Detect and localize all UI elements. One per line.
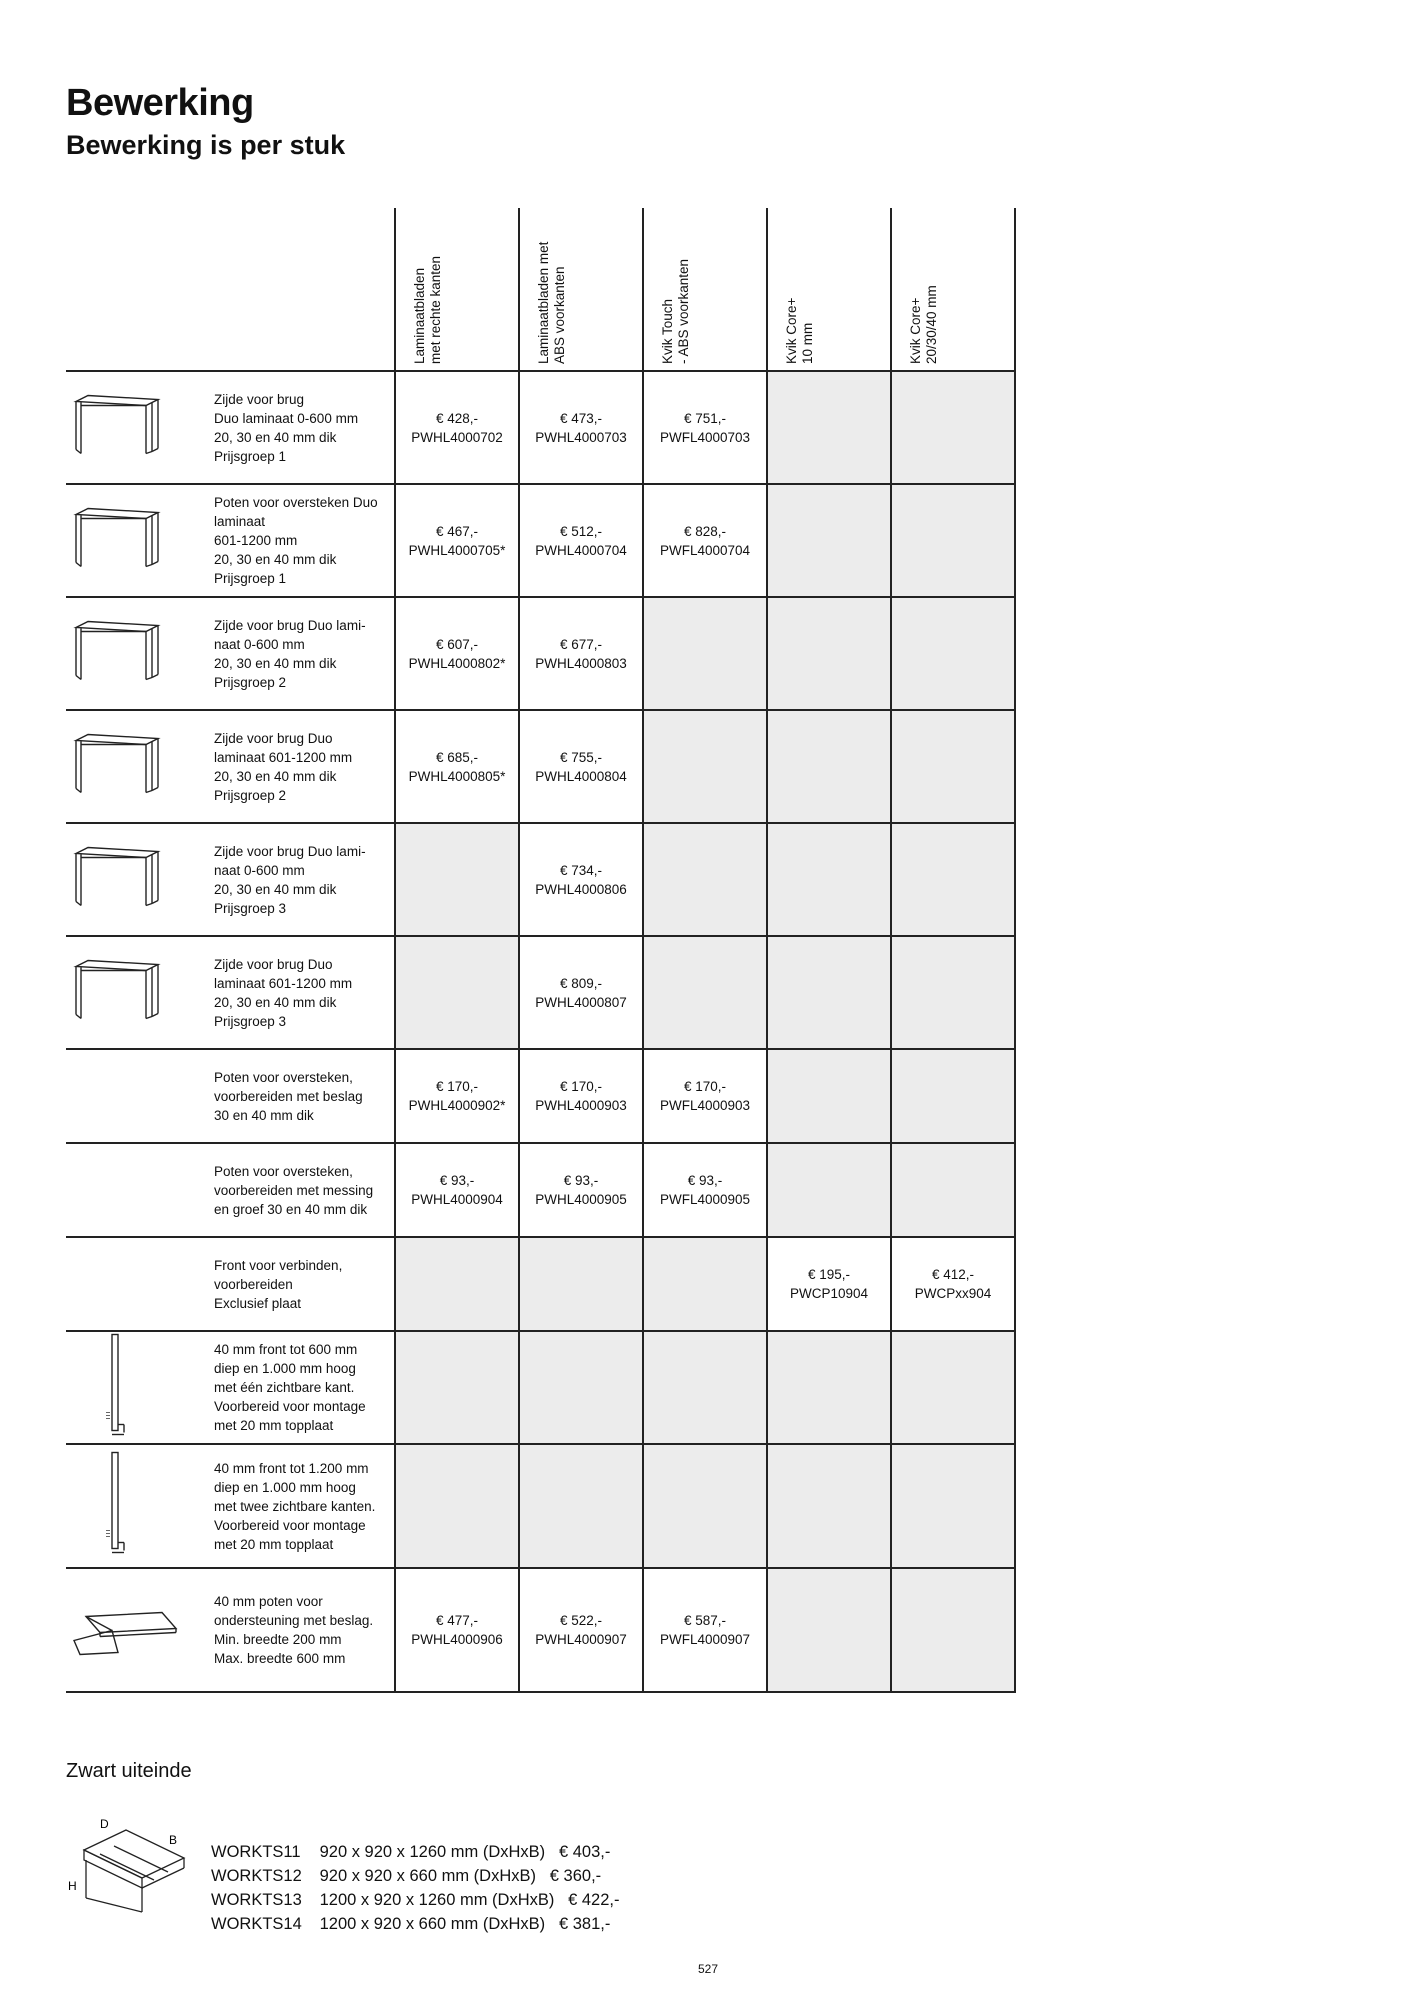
product-description: Zijde voor brug Duo laminaat 601-1200 mm 20, 30 en 40 mm dik Prijsgroep 3 (214, 956, 353, 1029)
price-cell: € 412,- PWCPxx904 (891, 1237, 1015, 1331)
empty-cell (395, 1331, 519, 1444)
empty-cell (767, 1331, 891, 1444)
product-cell (66, 823, 395, 936)
front-panel-icon (72, 1330, 162, 1445)
empty-cell (395, 1444, 519, 1568)
price-cell: € 734,- PWHL4000806 (519, 823, 643, 936)
empty-cell (891, 1568, 1015, 1692)
table-row (66, 1331, 1015, 1444)
product-description: Poten voor oversteken, voorbereiden met messing en groef 30 en 40 mm dik (214, 1163, 374, 1217)
empty-cell (891, 1049, 1015, 1143)
diagram-label-b: B (169, 1833, 178, 1847)
empty-cell (767, 823, 891, 936)
price-cell: € 170,- PWHL4000902* (395, 1049, 519, 1143)
table-row (66, 484, 1015, 597)
price-cell: € 685,- PWHL4000805* (395, 710, 519, 823)
empty-cell (395, 823, 519, 936)
empty-cell (395, 1237, 519, 1331)
product-description: Zijde voor brug Duo laminaat 0-600 mm 20, 30 en 40 mm dik Prijsgroep 1 (214, 391, 359, 464)
empty-cell (767, 597, 891, 710)
zwart-list (211, 1840, 620, 1936)
product-description: Zijde voor brug Duo lami- naat 0-600 mm 20, 30 en 40 mm dik Prijsgroep 3 (214, 843, 366, 916)
empty-cell (767, 484, 891, 597)
price-cell: € 93,- PWHL4000905 (519, 1143, 643, 1237)
desk-side-icon (72, 732, 162, 801)
price-cell: € 477,- PWHL4000906 (395, 1568, 519, 1692)
empty-cell (767, 1049, 891, 1143)
product-description: Front voor verbinden, voorbereiden Exclusief plaat (214, 1257, 343, 1311)
price-cell: € 473,- PWHL4000703 (519, 371, 643, 484)
empty-cell (891, 1331, 1015, 1444)
empty-cell (519, 1444, 643, 1568)
price-cell: € 467,- PWHL4000705* (395, 484, 519, 597)
empty-cell (395, 936, 519, 1049)
end-panel-diagram-icon (64, 1818, 214, 1918)
price-cell: € 587,- PWFL4000907 (643, 1568, 767, 1692)
product-description: Poten voor oversteken Duo laminaat 601-1200 mm 20, 30 en 40 mm dik Prijsgroep 1 (214, 495, 378, 586)
price-cell: € 809,- PWHL4000807 (519, 936, 643, 1049)
table-row (66, 1568, 1015, 1692)
product-description: 40 mm front tot 600 mm diep en 1.000 mm hoog met één zichtbare kant. Voorbereid voor montage met 20 mm topplaat (214, 1342, 366, 1433)
product-cell (66, 597, 395, 710)
table-row (66, 1237, 1015, 1331)
desk-side-icon (72, 506, 162, 575)
empty-cell (891, 823, 1015, 936)
price-cell: € 428,- PWHL4000702 (395, 371, 519, 484)
list-item: WORKTS12 920 x 920 x 660 mm (DxHxB) € 360,- (211, 1867, 602, 1885)
price-cell: € 512,- PWHL4000704 (519, 484, 643, 597)
desk-side-icon (72, 393, 162, 462)
empty-cell (891, 936, 1015, 1049)
price-cell: € 170,- PWFL4000903 (643, 1049, 767, 1143)
table-row (66, 710, 1015, 823)
column-header: Laminaatbladen met ABS voorkanten (519, 208, 643, 371)
empty-cell (519, 1237, 643, 1331)
table-row (66, 597, 1015, 710)
price-cell: € 195,- PWCP10904 (767, 1237, 891, 1331)
empty-cell (643, 936, 767, 1049)
list-item: WORKTS13 1200 x 920 x 1260 mm (DxHxB) € 422,- (211, 1891, 620, 1909)
product-cell (66, 1049, 395, 1143)
price-cell: € 170,- PWHL4000903 (519, 1049, 643, 1143)
header-blank (66, 208, 395, 371)
price-cell: € 751,- PWFL4000703 (643, 371, 767, 484)
product-cell (66, 1568, 395, 1692)
price-table (66, 208, 1016, 1693)
column-header: Kvik Core+ 20/30/40 mm (891, 208, 1015, 371)
table-row (66, 1444, 1015, 1568)
product-cell (66, 1143, 395, 1237)
empty-cell (767, 1568, 891, 1692)
table-row (66, 1049, 1015, 1143)
page-title: Bewerking (66, 82, 254, 124)
empty-cell (891, 710, 1015, 823)
empty-cell (519, 1331, 643, 1444)
front-panel-icon (72, 1449, 162, 1564)
empty-cell (643, 1444, 767, 1568)
empty-cell (643, 1237, 767, 1331)
table-row (66, 1143, 1015, 1237)
price-cell: € 522,- PWHL4000907 (519, 1568, 643, 1692)
empty-cell (891, 1143, 1015, 1237)
product-cell (66, 371, 395, 484)
empty-cell (767, 371, 891, 484)
list-item: WORKTS11 920 x 920 x 1260 mm (DxHxB) € 403,- (211, 1843, 611, 1861)
desk-side-icon (72, 958, 162, 1027)
table-header-row (66, 208, 1015, 371)
empty-cell (767, 1444, 891, 1568)
product-description: Poten voor oversteken, voorbereiden met beslag 30 en 40 mm dik (214, 1069, 363, 1123)
product-cell (66, 484, 395, 597)
empty-cell (891, 1444, 1015, 1568)
product-cell (66, 1331, 395, 1444)
price-cell: € 93,- PWHL4000904 (395, 1143, 519, 1237)
product-description: Zijde voor brug Duo laminaat 601-1200 mm 20, 30 en 40 mm dik Prijsgroep 2 (214, 730, 353, 803)
empty-cell (643, 1331, 767, 1444)
list-item: WORKTS14 1200 x 920 x 660 mm (DxHxB) € 381,- (211, 1915, 611, 1933)
product-cell (66, 936, 395, 1049)
table-row (66, 371, 1015, 484)
price-cell: € 755,- PWHL4000804 (519, 710, 643, 823)
column-header: Kvik Touch - ABS voorkanten (643, 208, 767, 371)
page-subtitle: Bewerking is per stuk (66, 130, 346, 160)
column-header: Laminaatbladen met rechte kanten (395, 208, 519, 371)
empty-cell (891, 484, 1015, 597)
product-description: 40 mm front tot 1.200 mm diep en 1.000 mm hoog met twee zichtbare kanten. Voorbereid voor montage met 20 mm topplaat (214, 1460, 376, 1552)
product-cell (66, 1237, 395, 1331)
diagram-label-d: D (100, 1818, 109, 1831)
product-description: 40 mm poten voor ondersteuning met beslag. Min. breedte 200 mm Max. breedte 600 mm (214, 1594, 374, 1666)
diagram-label-h: H (68, 1879, 77, 1893)
empty-cell (643, 597, 767, 710)
support-leg-icon (72, 1593, 182, 1668)
price-cell: € 828,- PWFL4000704 (643, 484, 767, 597)
desk-side-icon (72, 845, 162, 914)
table-row (66, 823, 1015, 936)
empty-cell (643, 710, 767, 823)
empty-cell (767, 936, 891, 1049)
empty-cell (643, 823, 767, 936)
price-cell: € 93,- PWFL4000905 (643, 1143, 767, 1237)
product-cell (66, 1444, 395, 1568)
product-cell (66, 710, 395, 823)
empty-cell (767, 710, 891, 823)
empty-cell (891, 371, 1015, 484)
column-header: Kvik Core+ 10 mm (767, 208, 891, 371)
empty-cell (891, 597, 1015, 710)
price-cell: € 677,- PWHL4000803 (519, 597, 643, 710)
zwart-heading: Zwart uiteinde (66, 1760, 192, 1782)
table-row (66, 936, 1015, 1049)
product-description: Zijde voor brug Duo lami- naat 0-600 mm 20, 30 en 40 mm dik Prijsgroep 2 (214, 617, 366, 690)
empty-cell (767, 1143, 891, 1237)
desk-side-icon (72, 619, 162, 688)
price-cell: € 607,- PWHL4000802* (395, 597, 519, 710)
page-number: 527 (698, 1962, 719, 1976)
